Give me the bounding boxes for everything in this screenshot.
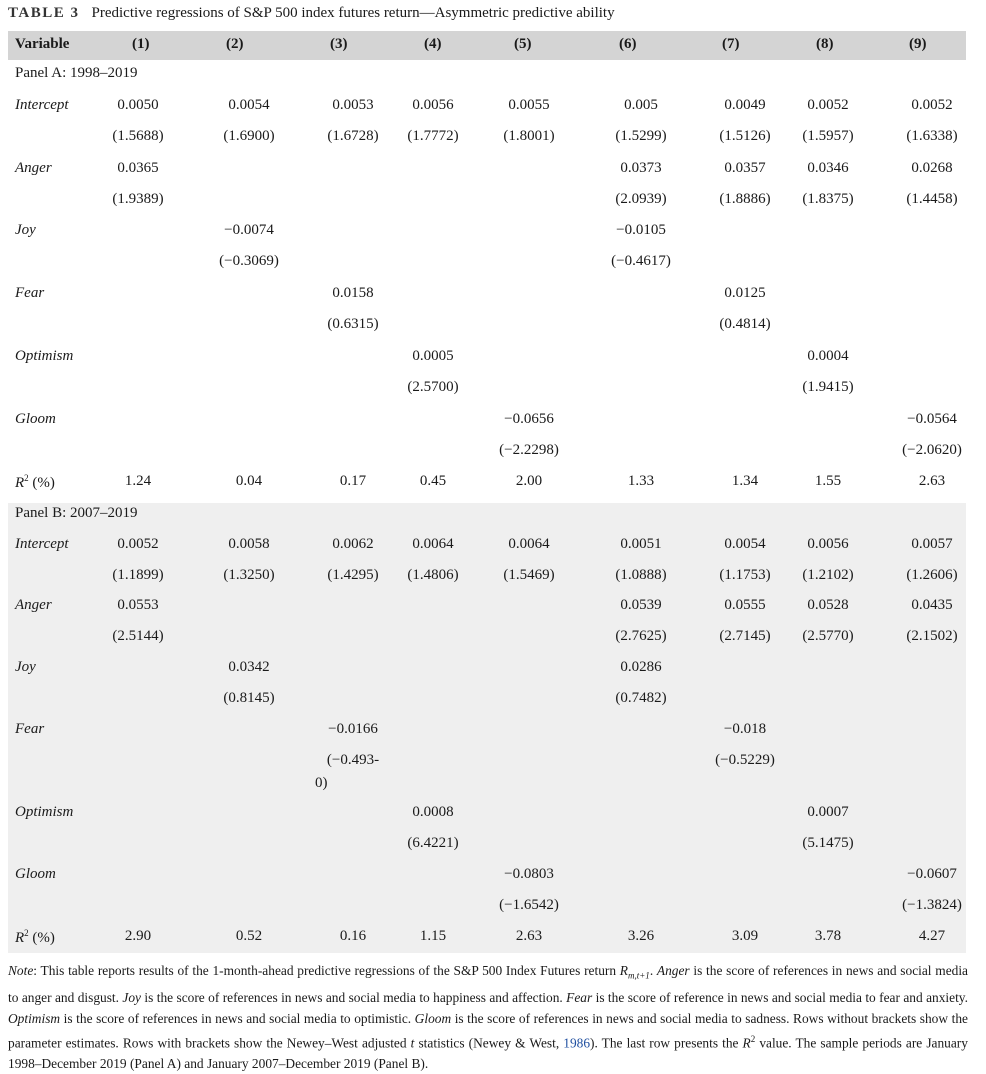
panel-a-joy-label: Joy (15, 222, 36, 238)
panel-b-anger-estimate: 0.0555 (724, 597, 766, 613)
panel-a-fear-label: Fear (15, 285, 45, 301)
citation-link[interactable]: 1986 (563, 1035, 591, 1051)
panel-a-intercept-estimate: 0.0049 (724, 97, 766, 113)
panel-b-r2-value: 3.26 (627, 928, 655, 944)
header-col-2: (2) (226, 36, 244, 52)
panel-b-anger-estimate: 0.0553 (117, 597, 159, 613)
panel-a-anger-tstat: (1.4458) (906, 191, 958, 207)
panel-a-anger-estimate: 0.0268 (911, 160, 953, 176)
panel-b-intercept-estimate: 0.0052 (117, 536, 159, 552)
header-col-8: (8) (816, 36, 834, 52)
panel-b-joy-label: Joy (15, 659, 36, 675)
panel-b-r2-value: 0.52 (235, 928, 263, 944)
panel-a-intercept-tstat: (1.8001) (503, 128, 555, 144)
panel-b-r2-value: 4.27 (918, 928, 946, 944)
panel-a-r2-value: 0.45 (419, 473, 447, 489)
panel-a-anger-estimate: 0.0346 (807, 160, 849, 176)
panel-b-intercept-tstat: (1.2102) (802, 567, 854, 583)
panel-b-joy-tstat: (0.8145) (223, 690, 275, 706)
panel-a-anger-estimate: 0.0365 (117, 160, 159, 176)
panel-a-joy-tstat: (−0.3069) (219, 253, 279, 269)
panel-b-joy-tstat: (0.7482) (615, 690, 667, 706)
panel-a-optimism-estimate: 0.0004 (807, 348, 849, 364)
panel-b-intercept-estimate: 0.0062 (332, 536, 374, 552)
panel-b-anger-tstat: (2.5770) (802, 628, 854, 644)
panel-a-intercept-tstat: (1.5957) (802, 128, 854, 144)
panel-b-gloom-tstat: (−1.3824) (902, 897, 962, 913)
panel-a-optimism-tstat: (1.9415) (802, 379, 854, 395)
panel-b-r2-value: 3.78 (814, 928, 842, 944)
panel-b-gloom-tstat: (−1.6542) (499, 897, 559, 913)
panel-a-intercept-estimate: 0.0054 (228, 97, 270, 113)
panel-b-r2-value: 0.16 (339, 928, 367, 944)
panel-b-r2-value: 3.09 (731, 928, 759, 944)
panel-b-r2-value: 1.15 (419, 928, 447, 944)
panel-b-anger-estimate: 0.0539 (620, 597, 662, 613)
panel-a-intercept-tstat: (1.5688) (112, 128, 164, 144)
panel-a-r2-value: 1.33 (627, 473, 655, 489)
table-header-row (8, 31, 966, 60)
panel-b-intercept-label: Intercept (15, 536, 69, 552)
panel-b-intercept-tstat: (1.1753) (719, 567, 771, 583)
table-label: TABLE 3 (8, 5, 80, 21)
panel-b-optimism-estimate: 0.0007 (807, 804, 849, 820)
panel-a-gloom-estimate: −0.0564 (907, 411, 957, 427)
panel-a-intercept-tstat: (1.5299) (615, 128, 667, 144)
panel-a-optimism-estimate: 0.0005 (412, 348, 454, 364)
panel-b-optimism-tstat: (5.1475) (802, 835, 854, 851)
panel-a-anger-tstat: (2.0939) (615, 191, 667, 207)
panel-b-intercept-tstat: (1.2606) (906, 567, 958, 583)
panel-b-gloom-label: Gloom (15, 866, 56, 882)
header-col-1: (1) (132, 36, 150, 52)
panel-a-intercept-tstat: (1.6900) (223, 128, 275, 144)
panel-b-anger-label: Anger (15, 597, 52, 613)
panel-b-intercept-estimate: 0.0058 (228, 536, 270, 552)
panel-a-anger-estimate: 0.0357 (724, 160, 766, 176)
panel-a-fear-estimate: 0.0125 (724, 285, 766, 301)
panel-a-r2-value: 2.00 (515, 473, 543, 489)
panel-a-intercept-estimate: 0.0055 (508, 97, 550, 113)
panel-a-joy-tstat: (−0.4617) (611, 253, 671, 269)
header-variable: Variable (15, 36, 70, 52)
panel-a-intercept-tstat: (1.7772) (407, 128, 459, 144)
panel-b-fear-tstat: (−0.493- (326, 752, 380, 768)
panel-b-intercept-tstat: (1.3250) (223, 567, 275, 583)
panel-a-title: Panel A: 1998–2019 (15, 65, 138, 81)
panel-a-r2-value: 1.24 (124, 473, 152, 489)
panel-a-anger-estimate: 0.0373 (620, 160, 662, 176)
panel-a-anger-label: Anger (15, 160, 52, 176)
panel-b-anger-tstat: (2.5144) (112, 628, 164, 644)
panel-b-anger-tstat: (2.1502) (906, 628, 958, 644)
panel-a-r2-value: 1.34 (731, 473, 759, 489)
panel-b-optimism-label: Optimism (15, 804, 74, 820)
panel-b-r2-value: 2.90 (124, 928, 152, 944)
panel-a-intercept-estimate: 0.005 (624, 97, 658, 113)
table-note: Note: This table reports results of the 1-month-ahead predictive regressions of the S&P 500 Index Futures return $R_{m,t+1}$. Anger is the score of references in news and social media to anger and disgust. Joy is the score of references in news and social media to happiness and affection. Fear is the score of reference in news and social media to fear and anxiety. Optimism is the score of references in news and social media to optimistic. Gloom is the score of references in news and social media to sadness. Rows without brackets show the parameter estimates. Rows with brackets show the Newey–West adjusted t statistics (Newey & West, 1986). The last row presents the $R^2$ value. The sample periods are January 1998–December 2019 (Panel A) and January 2007–December 2019 (Panel B). (8, 963, 968, 1072)
panel-a-r2-label: $R^2$ (%) (15, 473, 55, 491)
panel-a-gloom-estimate: −0.0656 (504, 411, 554, 427)
panel-a-optimism-tstat: (2.5700) (407, 379, 459, 395)
panel-b-anger-estimate: 0.0435 (911, 597, 953, 613)
panel-a-gloom-tstat: (−2.2298) (499, 442, 559, 458)
header-col-5: (5) (514, 36, 532, 52)
panel-b-intercept-estimate: 0.0057 (911, 536, 953, 552)
panel-b-intercept-tstat: (1.4806) (407, 567, 459, 583)
table-caption (8, 5, 615, 22)
panel-b-optimism-estimate: 0.0008 (412, 804, 454, 820)
panel-b-fear-tstat-wrap: 0) (315, 775, 328, 791)
panel-a-r2-value: 0.17 (339, 473, 367, 489)
panel-b-intercept-tstat: (1.5469) (503, 567, 555, 583)
panel-b-title: Panel B: 2007–2019 (15, 505, 138, 521)
panel-b-intercept-tstat: (1.0888) (615, 567, 667, 583)
panel-b-anger-estimate: 0.0528 (807, 597, 849, 613)
panel-b-fear-estimate: −0.0166 (328, 721, 378, 737)
panel-a-gloom-label: Gloom (15, 411, 56, 427)
header-col-3: (3) (330, 36, 348, 52)
panel-b-joy-estimate: 0.0342 (228, 659, 270, 675)
note-lead: Note (8, 963, 34, 978)
panel-a-intercept-estimate: 0.0056 (412, 97, 454, 113)
panel-a-intercept-tstat: (1.5126) (719, 128, 771, 144)
panel-b-gloom-estimate: −0.0803 (504, 866, 554, 882)
panel-a-optimism-label: Optimism (15, 348, 74, 364)
panel-b-fear-tstat: (−0.5229) (715, 752, 775, 768)
panel-a-intercept-estimate: 0.0053 (332, 97, 374, 113)
panel-a-anger-tstat: (1.8886) (719, 191, 771, 207)
panel-b-anger-tstat: (2.7145) (719, 628, 771, 644)
panel-a-fear-tstat: (0.4814) (719, 316, 771, 332)
panel-a-fear-estimate: 0.0158 (332, 285, 374, 301)
panel-b-gloom-estimate: −0.0607 (907, 866, 957, 882)
panel-b-intercept-estimate: 0.0051 (620, 536, 662, 552)
panel-a-gloom-tstat: (−2.0620) (902, 442, 962, 458)
header-col-4: (4) (424, 36, 442, 52)
panel-b-intercept-estimate: 0.0064 (508, 536, 550, 552)
header-col-7: (7) (722, 36, 740, 52)
panel-a-joy-estimate: −0.0105 (616, 222, 666, 238)
panel-a-joy-estimate: −0.0074 (224, 222, 274, 238)
panel-a-r2-value: 2.63 (918, 473, 946, 489)
panel-a-intercept-estimate: 0.0050 (117, 97, 159, 113)
panel-b-fear-estimate: −0.018 (723, 721, 767, 737)
header-col-6: (6) (619, 36, 637, 52)
header-col-9: (9) (909, 36, 927, 52)
panel-a-intercept-estimate: 0.0052 (807, 97, 849, 113)
panel-a-intercept-label: Intercept (15, 97, 69, 113)
panel-b-fear-label: Fear (15, 721, 45, 737)
panel-b-r2-label: $R^2$ (%) (15, 928, 55, 946)
panel-a-r2-value: 1.55 (814, 473, 842, 489)
panel-b-intercept-estimate: 0.0064 (412, 536, 454, 552)
panel-b-optimism-tstat: (6.4221) (407, 835, 459, 851)
panel-a-anger-tstat: (1.8375) (802, 191, 854, 207)
table-title: Predictive regressions of S&P 500 index futures return—Asymmetric predictive ability (91, 5, 615, 21)
panel-a-fear-tstat: (0.6315) (327, 316, 379, 332)
panel-a-intercept-tstat: (1.6728) (327, 128, 379, 144)
panel-b-intercept-tstat: (1.1899) (112, 567, 164, 583)
panel-a-intercept-tstat: (1.6338) (906, 128, 958, 144)
panel-b-intercept-tstat: (1.4295) (327, 567, 379, 583)
panel-a-intercept-estimate: 0.0052 (911, 97, 953, 113)
panel-a-anger-tstat: (1.9389) (112, 191, 164, 207)
panel-a-r2-value: 0.04 (235, 473, 263, 489)
panel-b-intercept-estimate: 0.0054 (724, 536, 766, 552)
panel-b-r2-value: 2.63 (515, 928, 543, 944)
panel-b-intercept-estimate: 0.0056 (807, 536, 849, 552)
panel-b-anger-tstat: (2.7625) (615, 628, 667, 644)
panel-b-joy-estimate: 0.0286 (620, 659, 662, 675)
